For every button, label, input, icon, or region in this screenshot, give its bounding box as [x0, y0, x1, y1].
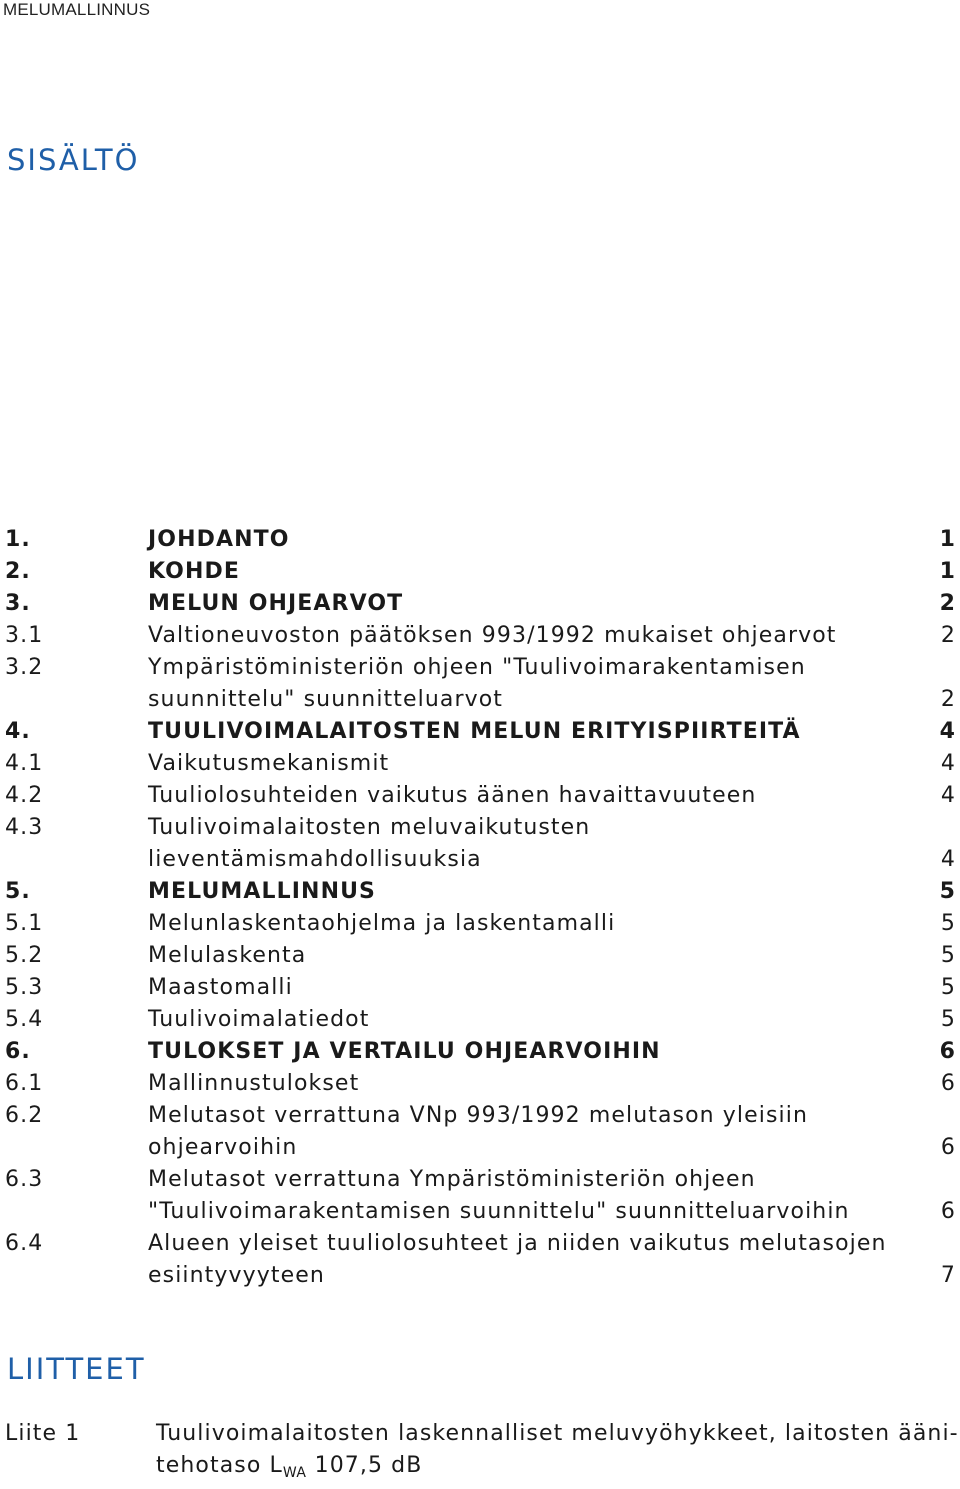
toc-entry-number: 3.1: [5, 623, 44, 648]
appendix-description-line-2: [156, 1450, 956, 1489]
toc-entry-page: 6: [939, 1039, 956, 1064]
toc-entry-number: 5.3: [5, 975, 44, 1000]
toc-entry: [0, 684, 960, 716]
toc-title: SISÄLTÖ: [7, 143, 140, 177]
toc-entry-page: 4: [939, 719, 956, 744]
toc-entry-title: suunnittelu" suunnitteluarvot: [148, 687, 504, 712]
running-header: MELUMALLINNUS: [3, 0, 151, 19]
toc-entry-title: Melutasot verrattuna Ympäristöministeriön ohjeen: [148, 1167, 756, 1192]
toc-entry: [0, 812, 960, 844]
toc-entry-number: 1.: [5, 527, 31, 552]
toc-entry-number: 6.1: [5, 1071, 44, 1096]
toc-entry-title: Tuulivoimalatiedot: [148, 1007, 370, 1032]
toc-entry-number: 4.2: [5, 783, 44, 808]
toc-entry: [0, 876, 960, 908]
toc-entry-page: 5: [940, 1007, 956, 1032]
toc-entry-page: 6: [940, 1071, 956, 1096]
toc-entry-page: 4: [940, 783, 956, 808]
toc-entry: [0, 652, 960, 684]
toc-entry: [0, 1228, 960, 1260]
toc-entry-number: 5.: [5, 879, 31, 904]
toc-entry-title: MELUMALLINNUS: [148, 879, 376, 904]
toc-entry: [0, 588, 960, 620]
toc-entry-page: 5: [940, 943, 956, 968]
toc-entry-number: 6.2: [5, 1103, 44, 1128]
toc-entry-title: Maastomalli: [148, 975, 293, 1000]
toc-entry-title: ohjearvoihin: [148, 1135, 298, 1160]
toc-entry: [0, 972, 960, 1004]
toc-entry-page: 2: [940, 623, 956, 648]
appendix-line-2-subscript: WA: [282, 1465, 307, 1481]
toc-entry-title: KOHDE: [148, 559, 240, 584]
toc-entry: [0, 716, 960, 748]
toc-entry: [0, 1036, 960, 1068]
toc-entry-title: lieventämismahdollisuuksia: [148, 847, 482, 872]
toc-entry-title: TUULIVOIMALAITOSTEN MELUN ERITYISPIIRTEITÄ: [148, 719, 801, 744]
toc-entry: [0, 1004, 960, 1036]
toc-entry-number: 5.4: [5, 1007, 44, 1032]
toc-entry-title: Melunlaskentaohjelma ja laskentamalli: [148, 911, 616, 936]
appendix-line-2-suffix: 107,5 dB: [306, 1453, 423, 1478]
toc-entry-number: 4.: [5, 719, 31, 744]
toc-entry-title: "Tuulivoimarakentamisen suunnittelu" suunnitteluarvoihin: [148, 1199, 850, 1224]
toc-entry-page: 6: [940, 1135, 956, 1160]
toc-entry: [0, 524, 960, 556]
toc-entry-number: 6.3: [5, 1167, 44, 1192]
toc-entry-page: 4: [940, 847, 956, 872]
toc-entry-number: 4.3: [5, 815, 44, 840]
toc-entry-title: JOHDANTO: [148, 527, 290, 552]
toc-entry: [0, 1132, 960, 1164]
toc-entry-title: MELUN OHJEARVOT: [148, 591, 404, 616]
appendix-line-2-prefix: tehotaso L: [156, 1453, 283, 1478]
toc-entry-page: 1: [939, 559, 956, 584]
toc-entry: [0, 1100, 960, 1132]
toc-entry-title: Melulaskenta: [148, 943, 307, 968]
toc-entry: [0, 1260, 960, 1292]
toc-entry-title: Mallinnustulokset: [148, 1071, 360, 1096]
toc-entry-number: 6.: [5, 1039, 31, 1064]
toc-entry-title: Tuulivoimalaitosten meluvaikutusten: [148, 815, 591, 840]
toc-entry: [0, 1196, 960, 1228]
toc-entry-page: 7: [940, 1263, 956, 1288]
toc-entry-number: 5.1: [5, 911, 44, 936]
toc-entry-page: 5: [940, 911, 956, 936]
toc-entry-title: Alueen yleiset tuuliolosuhteet ja niiden vaikutus melutasojen: [148, 1231, 887, 1256]
toc-entry-page: 4: [940, 751, 956, 776]
toc-entry: [0, 748, 960, 780]
toc-entry: [0, 780, 960, 812]
toc-entry-title: esiintyvyyteen: [148, 1263, 325, 1288]
toc-entry: [0, 1068, 960, 1100]
toc-entry-page: 6: [940, 1199, 956, 1224]
toc-entry: [0, 908, 960, 940]
toc-entry: [0, 844, 960, 876]
toc-entry-page: 2: [940, 687, 956, 712]
toc-entry-number: 4.1: [5, 751, 44, 776]
toc-entry-number: 2.: [5, 559, 31, 584]
toc-entry-page: 1: [939, 527, 956, 552]
toc-entry: [0, 1164, 960, 1196]
toc-entry-title: Valtioneuvoston päätöksen 993/1992 mukaiset ohjearvot: [148, 623, 837, 648]
toc-entry-title: Ympäristöministeriön ohjeen "Tuulivoimarakentamisen: [148, 655, 806, 680]
toc-entry-title: Vaikutusmekanismit: [148, 751, 390, 776]
toc-entry-number: 6.4: [5, 1231, 44, 1256]
toc-entry-page: 5: [939, 879, 956, 904]
toc-entry-page: 2: [939, 591, 956, 616]
toc-entry: [0, 620, 960, 652]
toc-entry: [0, 940, 960, 972]
toc-entry: [0, 556, 960, 588]
toc-entry-page: 5: [940, 975, 956, 1000]
appendices-title: LIITTEET: [7, 1352, 146, 1386]
toc-entry-title: TULOKSET JA VERTAILU OHJEARVOIHIN: [148, 1039, 661, 1064]
appendix-label: Liite 1: [5, 1421, 81, 1446]
toc-entry-number: 5.2: [5, 943, 44, 968]
toc-entry-number: 3.2: [5, 655, 44, 680]
appendix-description: [156, 1418, 959, 1489]
table-of-contents: [0, 524, 960, 1292]
toc-entry-title: Tuuliolosuhteiden vaikutus äänen havaittavuuteen: [148, 783, 757, 808]
appendix-description-line-1: Tuulivoimalaitosten laskennalliset meluvyöhykkeet, laitosten ääni-: [156, 1421, 959, 1446]
toc-entry-title: Melutasot verrattuna VNp 993/1992 melutason yleisiin: [148, 1103, 809, 1128]
toc-entry-number: 3.: [5, 591, 31, 616]
